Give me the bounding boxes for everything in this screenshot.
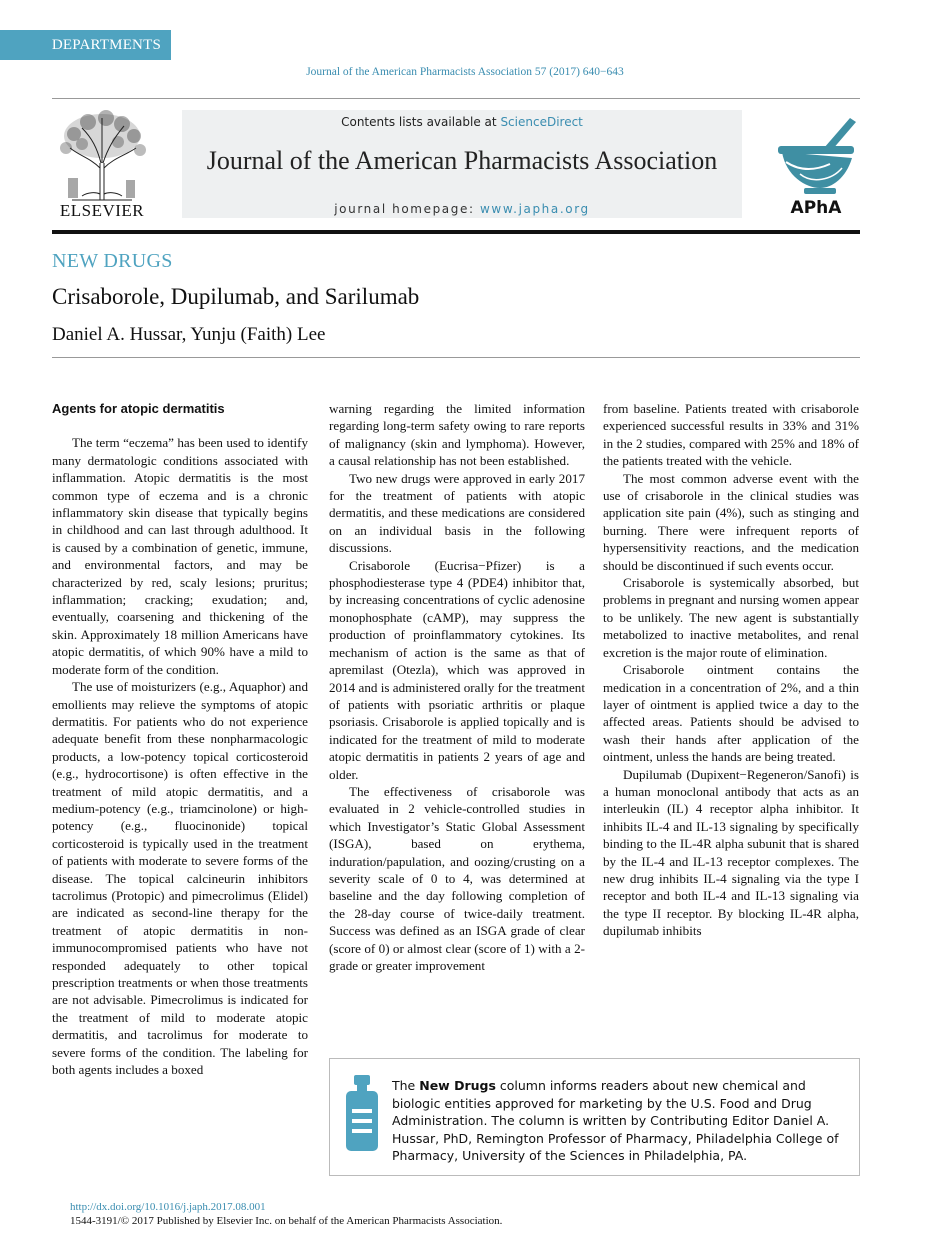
contents-line — [182, 115, 742, 129]
paragraph: The use of moisturizers (e.g., Aquaphor) and emollients may relieve the symptoms of atopic dermatitis. For patients who do not experience adequate benefit from these nonpharmacologic products, a low-potency topical corticosteroid (e.g., hydrocortisone) is often effective in the treatment of mild atopic dermatitis, and a medium-potency (e.g., triamcinolone) or high-potency (e.g., fluocinonide) topical corticosteroid is typically used in the treatment of patients with moderate to severe forms of the disease. The topical calcineurin inhibitors tacrolimus (Protopic) and pimecrolimus (Elidel) are indicated as second-line therapy for the treatment of atopic dermatitis in non-immunocompromised patients who have not responded adequately to other topical prescription treatments or when those treatments are not advisable. Pimecrolimus is indicated for the treatment of mild to moderate atopic dermatitis, and tacrolimus for moderate to severe forms of the condition. The labeling for both agents includes a boxed — [52, 679, 308, 1078]
body-column-1 — [52, 400, 308, 1190]
masthead — [52, 104, 860, 226]
title-rule — [52, 357, 860, 358]
journal-citation-link[interactable]: Journal of the American Pharmacists Association 57 (2017) 640−643 — [306, 66, 624, 78]
info-bold-title: New Drugs — [419, 1078, 496, 1093]
article-title: Crisaborole, Dupilumab, and Sarilumab — [52, 284, 420, 309]
doi-link[interactable]: http://dx.doi.org/10.1016/j.japh.2017.08.001 — [70, 1201, 266, 1213]
department-tab: DEPARTMENTS — [0, 30, 171, 60]
info-box-text — [392, 1077, 847, 1165]
body-column-2 — [329, 400, 585, 1030]
apha-wordmark: APhA — [790, 198, 842, 218]
medicine-bottle-icon — [344, 1075, 380, 1153]
paragraph: Dupilumab (Dupixent−Regeneron/Sanofi) is a human monoclonal antibody that acts as an interleukin (IL) 4 receptor alpha inhibitor. It inhibits IL-4 and IL-13 signaling by specifically binding to the IL-4R alpha subunit that is shared by the IL-4 and IL-13 receptor complexes. The new drug inhibits IL-4 signaling via the type I receptor and both IL-4 and IL-13 signaling via the type II receptor. By blocking IL-4R alpha, dupilumab inhibits — [603, 766, 859, 939]
section-label: NEW DRUGS — [52, 250, 173, 272]
info-prefix: The — [392, 1078, 420, 1093]
contents-prefix: Contents lists available at — [341, 115, 501, 129]
section-heading: Agents for atopic dermatitis — [52, 401, 225, 416]
paragraph: warning regarding the limited information regarding long-term safety owing to rare reports of malignancy (skin and lymphoma). However, a causal relationship has not been established. — [329, 401, 585, 469]
homepage-link[interactable]: www.japha.org — [480, 202, 590, 216]
paragraph: Crisaborole (Eucrisa−Pfizer) is a phosphodiesterase type 4 (PDE4) inhibitor that, by increasing concentrations of cyclic adenosine monophosphate (cAMP), may suppress the production of proinflammatory cytokines. Its mechanism of action is the same as that of apremilast (Otezla), which was approved in 2014 and is administered orally for the treatment of patients with psoriatic arthritis or plaque psoriasis. Crisaborole is applied topically and is indicated for the treatment of mild to moderate atopic dermatitis in patients 2 years of age and older. — [329, 557, 585, 782]
journal-title: Journal of the American Pharmacists Association — [206, 146, 718, 175]
elsevier-wordmark: ELSEVIER — [59, 201, 145, 220]
article-authors: Daniel A. Hussar, Yunju (Faith) Lee — [52, 324, 326, 345]
paragraph: The most common adverse event with the use of crisaborole in the clinical studies was application site pain (4%), such as stinging and burning. There were infrequent reports of hypersensitivity reactions, and the medication should be discontinued if such events occur. — [603, 470, 859, 573]
column-info-box — [329, 1058, 860, 1176]
paragraph: from baseline. Patients treated with crisaborole experienced successful results in 33% and 31% in the 2 studies, compared with 25% and 18% of the patients treated with the vehicle. — [603, 401, 859, 469]
paragraph: Crisaborole ointment contains the medication in a concentration of 2%, and a thin layer of ointment is applied twice a day to the affected areas. Patients should be advised to wash their hands after application of the ointment, unless the hands are being treated. — [603, 662, 859, 765]
paragraph: The term “eczema” has been used to identify many dermatologic conditions associated with inflammation. Atopic dermatitis is the most common type of eczema and is a chronic inflammatory skin disease that typically begins in childhood and can last through adulthood. It is caused by a combination of genetic, immune, and environmental factors, and may be characterized by red, scaly lesions; pruritus; inflammation; cracking; exudation; and, eventually, coarsening and thickening of the skin. Approximately 18 million Americans have atopic dermatitis, of which 90% have a mild to moderate form of the condition. — [52, 435, 308, 677]
homepage-line — [182, 202, 742, 216]
paragraph: Crisaborole is systemically absorbed, but problems in pregnant and nursing women appear to be unlikely. The new agent is substantially metabolized to inactive metabolites, and renal excretion is the major route of elimination. — [603, 575, 859, 660]
copyright-line: 1544-3191/© 2017 Published by Elsevier Inc. on behalf of the American Pharmacists Association. — [70, 1215, 503, 1227]
journal-banner — [182, 110, 742, 218]
header-divider — [52, 230, 860, 234]
paragraph: The effectiveness of crisaborole was evaluated in 2 vehicle-controlled studies in which Investigator’s Static Global Assessment (ISGA), based on erythema, induration/papulation, and oozing/crusting on a severity scale of 0 to 4, was determined at baseline and the day following completion of the 28-day course of twice-daily treatment. Success was defined as an ISGA grade of clear (score of 0) or almost clear (score of 1) with a 2-grade or greater improvement — [329, 783, 585, 973]
sciencedirect-link[interactable]: ScienceDirect — [500, 115, 583, 129]
info-body: column informs readers about new chemical and biologic entities approved for marketing by the U.S. Food and Drug Administration. The column is written by Contributing Editor Daniel A. Hussar, PhD, Remington Professor of Pharmacy, Philadelphia College of Pharmacy, University of the Sciences in Philadelphia, PA. — [392, 1078, 839, 1163]
homepage-prefix: journal homepage: — [334, 202, 481, 216]
body-column-3 — [603, 400, 859, 1030]
top-rule — [52, 98, 860, 99]
paragraph: Two new drugs were approved in early 2017 for the treatment of patients with atopic dermatitis, and these medications are considered on an individual basis in the following discussions. — [329, 470, 585, 556]
